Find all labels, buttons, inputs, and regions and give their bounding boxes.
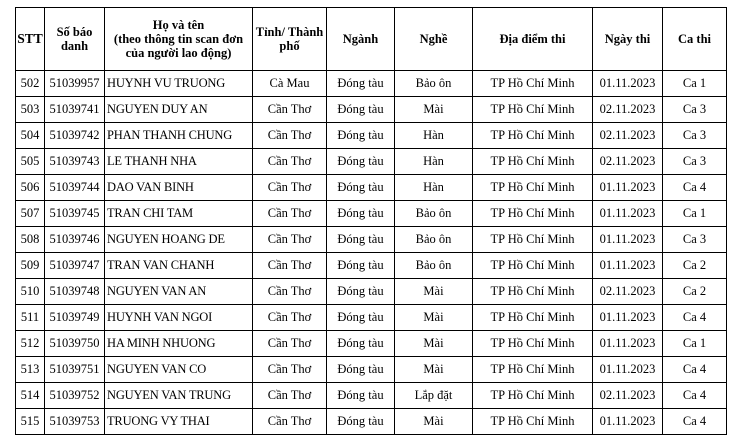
cell-industry: Đóng tàu <box>327 279 395 305</box>
cell-province: Cần Thơ <box>253 201 327 227</box>
cell-sbd: 51039742 <box>45 123 105 149</box>
cell-stt: 509 <box>16 253 45 279</box>
cell-trade: Bảo ôn <box>395 253 473 279</box>
cell-trade: Mài <box>395 279 473 305</box>
cell-venue: TP Hồ Chí Minh <box>473 409 593 435</box>
cell-stt: 513 <box>16 357 45 383</box>
cell-date: 02.11.2023 <box>593 97 663 123</box>
cell-stt: 505 <box>16 149 45 175</box>
cell-stt: 502 <box>16 71 45 97</box>
cell-shift: Ca 2 <box>663 253 727 279</box>
cell-venue: TP Hồ Chí Minh <box>473 279 593 305</box>
cell-industry: Đóng tàu <box>327 201 395 227</box>
header-name-title: Họ và tên <box>152 18 205 32</box>
table-row <box>16 305 727 331</box>
table-row <box>16 253 727 279</box>
cell-sbd: 51039746 <box>45 227 105 253</box>
cell-industry: Đóng tàu <box>327 383 395 409</box>
cell-trade: Mài <box>395 409 473 435</box>
cell-trade: Bảo ôn <box>395 71 473 97</box>
cell-venue: TP Hồ Chí Minh <box>473 149 593 175</box>
cell-shift: Ca 3 <box>663 227 727 253</box>
cell-province: Cần Thơ <box>253 149 327 175</box>
cell-sbd: 51039748 <box>45 279 105 305</box>
cell-province: Cần Thơ <box>253 279 327 305</box>
cell-stt: 504 <box>16 123 45 149</box>
table-row <box>16 409 727 435</box>
cell-venue: TP Hồ Chí Minh <box>473 123 593 149</box>
cell-date: 01.11.2023 <box>593 201 663 227</box>
header-name <box>105 8 253 71</box>
cell-shift: Ca 4 <box>663 305 727 331</box>
cell-name: NGUYEN VAN AN <box>105 279 253 305</box>
cell-trade: Mài <box>395 357 473 383</box>
cell-name: NGUYEN VAN TRUNG <box>105 383 253 409</box>
table-row <box>16 383 727 409</box>
cell-name: LE THANH NHA <box>105 149 253 175</box>
cell-date: 01.11.2023 <box>593 227 663 253</box>
cell-trade: Hàn <box>395 175 473 201</box>
cell-date: 02.11.2023 <box>593 123 663 149</box>
cell-sbd: 51039751 <box>45 357 105 383</box>
cell-date: 01.11.2023 <box>593 71 663 97</box>
table-row <box>16 279 727 305</box>
cell-sbd: 51039745 <box>45 201 105 227</box>
table-header-row <box>16 8 727 71</box>
cell-industry: Đóng tàu <box>327 253 395 279</box>
cell-name: NGUYEN HOANG DE <box>105 227 253 253</box>
header-industry: Ngành <box>327 8 395 71</box>
cell-sbd: 51039749 <box>45 305 105 331</box>
header-name-subtitle: (theo thông tin scan đơn của người lao động) <box>113 32 244 60</box>
cell-trade: Mài <box>395 331 473 357</box>
cell-industry: Đóng tàu <box>327 357 395 383</box>
cell-stt: 512 <box>16 331 45 357</box>
cell-sbd: 51039753 <box>45 409 105 435</box>
cell-name: DAO VAN BINH <box>105 175 253 201</box>
cell-shift: Ca 2 <box>663 279 727 305</box>
cell-shift: Ca 3 <box>663 97 727 123</box>
cell-name: HA MINH NHUONG <box>105 331 253 357</box>
cell-name: TRAN CHI TAM <box>105 201 253 227</box>
cell-venue: TP Hồ Chí Minh <box>473 383 593 409</box>
cell-industry: Đóng tàu <box>327 409 395 435</box>
cell-province: Cần Thơ <box>253 305 327 331</box>
cell-venue: TP Hồ Chí Minh <box>473 227 593 253</box>
cell-date: 01.11.2023 <box>593 175 663 201</box>
cell-stt: 506 <box>16 175 45 201</box>
cell-shift: Ca 4 <box>663 357 727 383</box>
cell-industry: Đóng tàu <box>327 227 395 253</box>
cell-venue: TP Hồ Chí Minh <box>473 71 593 97</box>
cell-date: 01.11.2023 <box>593 253 663 279</box>
cell-industry: Đóng tàu <box>327 97 395 123</box>
cell-province: Cà Mau <box>253 71 327 97</box>
cell-sbd: 51039750 <box>45 331 105 357</box>
cell-shift: Ca 1 <box>663 331 727 357</box>
cell-stt: 503 <box>16 97 45 123</box>
cell-date: 01.11.2023 <box>593 357 663 383</box>
cell-venue: TP Hồ Chí Minh <box>473 357 593 383</box>
header-shift: Ca thi <box>663 8 727 71</box>
cell-province: Cần Thơ <box>253 97 327 123</box>
cell-name: PHAN THANH CHUNG <box>105 123 253 149</box>
cell-name: NGUYEN DUY AN <box>105 97 253 123</box>
table-row <box>16 331 727 357</box>
cell-trade: Bảo ôn <box>395 201 473 227</box>
table-row <box>16 71 727 97</box>
cell-name: HUYNH VAN NGOI <box>105 305 253 331</box>
table-row <box>16 227 727 253</box>
cell-industry: Đóng tàu <box>327 175 395 201</box>
cell-date: 02.11.2023 <box>593 279 663 305</box>
cell-shift: Ca 4 <box>663 383 727 409</box>
cell-trade: Hàn <box>395 123 473 149</box>
cell-name: HUYNH VU TRUONG <box>105 71 253 97</box>
cell-venue: TP Hồ Chí Minh <box>473 175 593 201</box>
cell-trade: Mài <box>395 97 473 123</box>
cell-venue: TP Hồ Chí Minh <box>473 201 593 227</box>
header-date: Ngày thi <box>593 8 663 71</box>
cell-venue: TP Hồ Chí Minh <box>473 253 593 279</box>
cell-trade: Mài <box>395 305 473 331</box>
cell-shift: Ca 1 <box>663 71 727 97</box>
cell-province: Cần Thơ <box>253 331 327 357</box>
cell-industry: Đóng tàu <box>327 71 395 97</box>
cell-province: Cần Thơ <box>253 383 327 409</box>
table-row <box>16 149 727 175</box>
cell-shift: Ca 3 <box>663 123 727 149</box>
cell-sbd: 51039747 <box>45 253 105 279</box>
header-trade: Nghề <box>395 8 473 71</box>
cell-name: TRAN VAN CHANH <box>105 253 253 279</box>
cell-stt: 507 <box>16 201 45 227</box>
table-row <box>16 201 727 227</box>
cell-stt: 510 <box>16 279 45 305</box>
cell-trade: Bảo ôn <box>395 227 473 253</box>
table-body <box>16 71 727 435</box>
cell-province: Cần Thơ <box>253 357 327 383</box>
cell-shift: Ca 4 <box>663 175 727 201</box>
cell-name: NGUYEN VAN CO <box>105 357 253 383</box>
cell-province: Cần Thơ <box>253 253 327 279</box>
header-sbd: Số báo danh <box>45 8 105 71</box>
cell-shift: Ca 3 <box>663 149 727 175</box>
cell-venue: TP Hồ Chí Minh <box>473 305 593 331</box>
cell-venue: TP Hồ Chí Minh <box>473 97 593 123</box>
cell-sbd: 51039957 <box>45 71 105 97</box>
exam-roster-table <box>15 7 727 435</box>
cell-province: Cần Thơ <box>253 409 327 435</box>
cell-date: 01.11.2023 <box>593 331 663 357</box>
cell-province: Cần Thơ <box>253 123 327 149</box>
cell-sbd: 51039752 <box>45 383 105 409</box>
cell-industry: Đóng tàu <box>327 149 395 175</box>
cell-date: 01.11.2023 <box>593 409 663 435</box>
table-row <box>16 357 727 383</box>
header-province: Tỉnh/ Thành phố <box>253 8 327 71</box>
cell-date: 02.11.2023 <box>593 149 663 175</box>
table-row <box>16 123 727 149</box>
cell-industry: Đóng tàu <box>327 123 395 149</box>
cell-venue: TP Hồ Chí Minh <box>473 331 593 357</box>
cell-industry: Đóng tàu <box>327 331 395 357</box>
cell-sbd: 51039741 <box>45 97 105 123</box>
cell-shift: Ca 1 <box>663 201 727 227</box>
header-venue: Địa điểm thi <box>473 8 593 71</box>
cell-industry: Đóng tàu <box>327 305 395 331</box>
cell-shift: Ca 4 <box>663 409 727 435</box>
cell-province: Cần Thơ <box>253 175 327 201</box>
cell-name: TRUONG VY THAI <box>105 409 253 435</box>
header-stt: STT <box>16 8 45 71</box>
cell-sbd: 51039743 <box>45 149 105 175</box>
table-row <box>16 175 727 201</box>
cell-stt: 511 <box>16 305 45 331</box>
cell-sbd: 51039744 <box>45 175 105 201</box>
cell-province: Cần Thơ <box>253 227 327 253</box>
cell-stt: 515 <box>16 409 45 435</box>
table-row <box>16 97 727 123</box>
cell-stt: 514 <box>16 383 45 409</box>
cell-date: 01.11.2023 <box>593 305 663 331</box>
cell-trade: Lắp đặt <box>395 383 473 409</box>
cell-trade: Hàn <box>395 149 473 175</box>
cell-date: 02.11.2023 <box>593 383 663 409</box>
cell-stt: 508 <box>16 227 45 253</box>
